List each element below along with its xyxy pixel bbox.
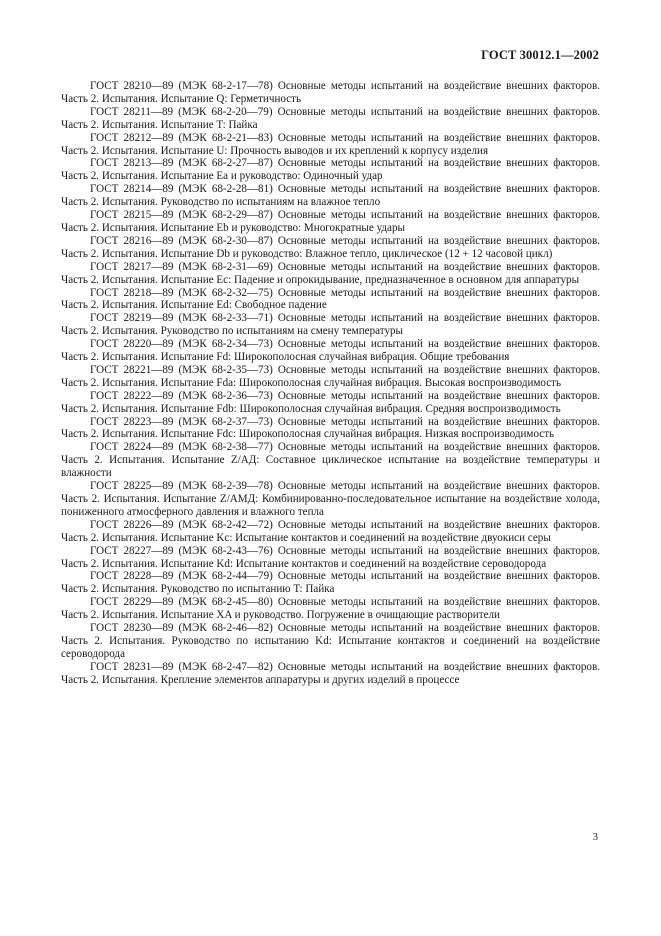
reference-entry: ГОСТ 28226—89 (МЭК 68-2-42—72) Основные методы испытаний на воздействие внешних факторов. Часть 2. Испытания. Испытание Kc: Испытание контактов и соединений на воздействие двуокиси серы	[61, 518, 600, 544]
reference-entry: ГОСТ 28211—89 (МЭК 68-2-20—79) Основные методы испытаний на воздействие внешних факторов. Часть 2. Испытания. Испытание T: Пайка	[61, 105, 600, 131]
reference-list	[61, 80, 600, 687]
reference-entry: ГОСТ 28228—89 (МЭК 68-2-44—79) Основные методы испытаний на воздействие внешних факторов. Часть 2. Испытания. Руководство по испытанию T: Пайка	[61, 570, 600, 596]
standard-number-header: ГОСТ 30012.1—2002	[481, 48, 599, 62]
reference-entry: ГОСТ 28218—89 (МЭК 68-2-32—75) Основные методы испытаний на воздействие внешних факторов. Часть 2. Испытания. Испытание Ed: Свободное падение	[61, 286, 600, 312]
reference-entry: ГОСТ 28219—89 (МЭК 68-2-33—71) Основные методы испытаний на воздействие внешних факторов. Часть 2. Испытания. Руководство по испытаниям на смену температуры	[61, 312, 600, 338]
reference-entry: ГОСТ 28217—89 (МЭК 68-2-31—69) Основные методы испытаний на воздействие внешних факторов. Часть 2. Испытания. Испытание Ec: Падение и опрокидывание, предназначенное в основном для аппаратуры	[61, 260, 600, 286]
reference-entry: ГОСТ 28220—89 (МЭК 68-2-34—73) Основные методы испытаний на воздействие внешних факторов. Часть 2. Испытания. Испытание Fd: Широкополосная случайная вибрация. Общие требования	[61, 338, 600, 364]
reference-entry: ГОСТ 28213—89 (МЭК 68-2-27—87) Основные методы испытаний на воздействие внешних факторов. Часть 2. Испытания. Испытание Ea и руководство: Одиночный удар	[61, 157, 600, 183]
reference-entry: ГОСТ 28214—89 (МЭК 68-2-28—81) Основные методы испытаний на воздействие внешних факторов. Часть 2. Испытания. Руководство по испытаниям на влажное тепло	[61, 183, 600, 209]
reference-entry: ГОСТ 28231—89 (МЭК 68-2-47—82) Основные методы испытаний на воздействие внешних факторов. Часть 2. Испытания. Крепление элементов аппаратуры и других изделий в процессе	[61, 660, 600, 686]
reference-entry: ГОСТ 28229—89 (МЭК 68-2-45—80) Основные методы испытаний на воздействие внешних факторов. Часть 2. Испытания. Испытание XA и руководство. Погружение в очищающие растворители	[61, 596, 600, 622]
reference-entry: ГОСТ 28223—89 (МЭК 68-2-37—73) Основные методы испытаний на воздействие внешних факторов. Часть 2. Испытания. Испытание Fdc: Широкополосная случайная вибрация. Низкая воспроизводимость	[61, 415, 600, 441]
reference-entry: ГОСТ 28224—89 (МЭК 68-2-38—77) Основные методы испытаний на воздействие внешних факторов. Часть 2. Испытания. Испытание Z/АД: Составное циклическое испытание на воздействие температуры и влажности	[61, 441, 600, 480]
reference-entry: ГОСТ 28216—89 (МЭК 68-2-30—87) Основные методы испытаний на воздействие внешних факторов. Часть 2. Испытания. Испытание Db и руководство: Влажное тепло, циклическое (12 + 12 часовой цикл)	[61, 234, 600, 260]
reference-entry: ГОСТ 28221—89 (МЭК 68-2-35—73) Основные методы испытаний на воздействие внешних факторов. Часть 2. Испытания. Испытание Fda: Широкополосная случайная вибрация. Высокая воспроизводимость	[61, 363, 600, 389]
page-number: 3	[592, 832, 598, 843]
reference-entry: ГОСТ 28227—89 (МЭК 68-2-43—76) Основные методы испытаний на воздействие внешних факторов. Часть 2. Испытания. Испытание Kd: Испытание контактов и соединений на воздействие сероводорода	[61, 544, 600, 570]
reference-entry: ГОСТ 28212—89 (МЭК 68-2-21—83) Основные методы испытаний на воздействие внешних факторов. Часть 2. Испытания. Испытание U: Прочность выводов и их креплений к корпусу изделия	[61, 131, 600, 157]
reference-entry: ГОСТ 28230—89 (МЭК 68-2-46—82) Основные методы испытаний на воздействие внешних факторов. Часть 2. Испытания. Руководство по испытанию Kd: Испытание контактов и соединений на воздействие сероводорода	[61, 622, 600, 660]
reference-entry: ГОСТ 28222—89 (МЭК 68-2-36—73) Основные методы испытаний на воздействие внешних факторов. Часть 2. Испытания. Испытание Fdb: Широкополосная случайная вибрация. Средняя воспроизводимость	[61, 389, 600, 415]
reference-entry: ГОСТ 28215—89 (МЭК 68-2-29—87) Основные методы испытаний на воздействие внешних факторов. Часть 2. Испытания. Испытание Eb и руководство: Многократные удары	[61, 209, 600, 234]
reference-entry: ГОСТ 28210—89 (МЭК 68-2-17—78) Основные методы испытаний на воздействие внешних факторов. Часть 2. Испытания. Испытание Q: Герметичность	[61, 80, 600, 105]
reference-entry: ГОСТ 28225—89 (МЭК 68-2-39—78) Основные методы испытаний на воздействие внешних факторов. Часть 2. Испытания. Испытание Z/АМД: Комбинированно-последовательное испытание на воздействие холода, пониженного атмосферного давления и влажного тепла	[61, 480, 600, 518]
